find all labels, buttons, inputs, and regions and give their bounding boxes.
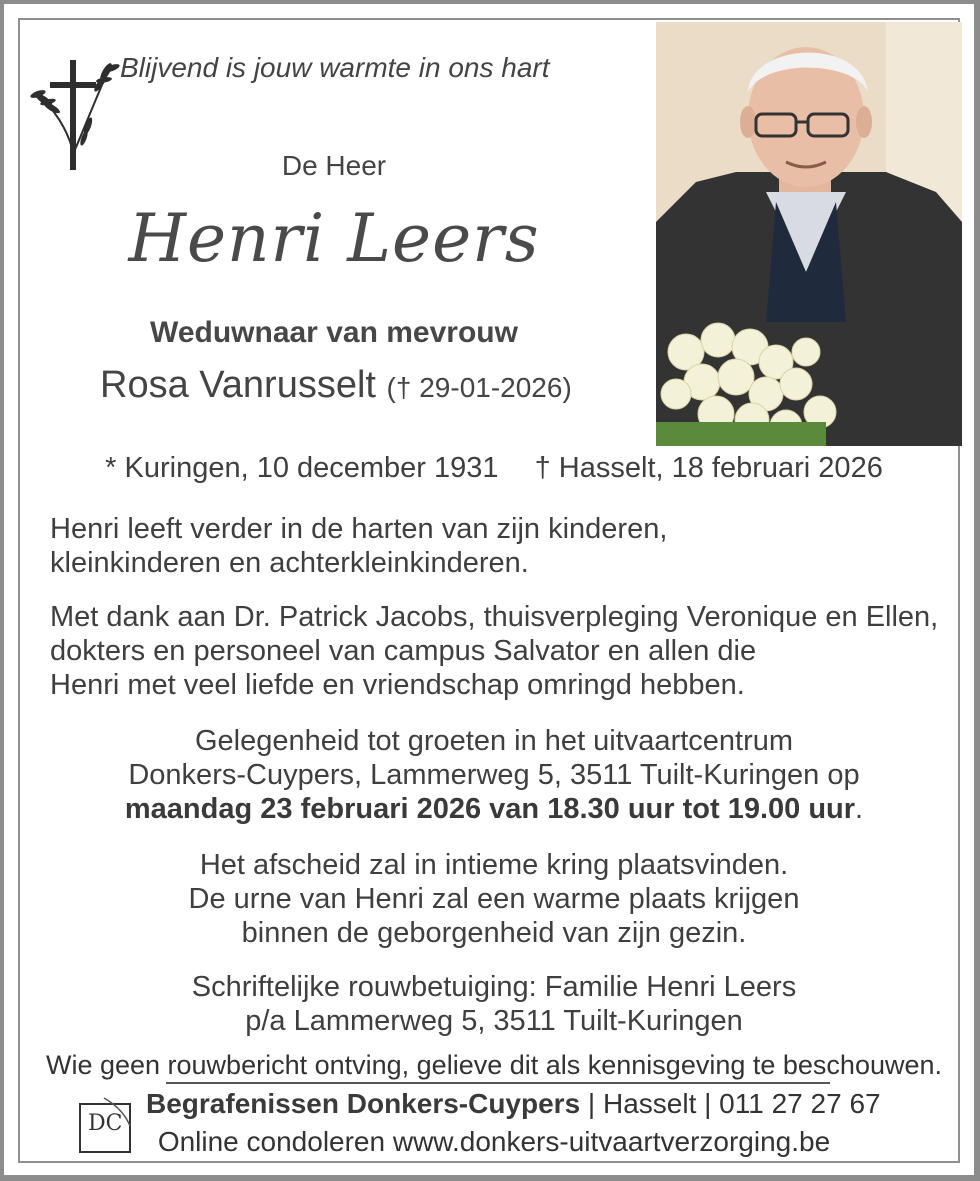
obituary-card bbox=[4, 4, 974, 1175]
undertaker-contact: | Hasselt | 011 27 27 67 bbox=[580, 1088, 881, 1119]
text-line: kleinkinderen en achterkleinkinderen. bbox=[50, 547, 529, 579]
portrait-photo bbox=[656, 22, 962, 446]
divider-line bbox=[166, 1082, 830, 1084]
text-line: Met dank aan Dr. Patrick Jacobs, thuisverpleging Veronique en Ellen, bbox=[50, 601, 939, 633]
notice: Wie geen rouwbericht ontving, gelieve dit als kennisgeving te beschouwen. bbox=[45, 1050, 943, 1080]
punctuation: . bbox=[855, 793, 864, 825]
thanks-paragraph bbox=[50, 600, 938, 702]
remembrance-paragraph bbox=[50, 512, 667, 580]
greeting-date: maandag 23 februari 2026 van 18.30 uur tot 19.00 uur bbox=[124, 793, 856, 825]
death-date: † Hasselt, 18 februari 2026 bbox=[534, 452, 883, 484]
spouse-death-date: († 29-01-2026) bbox=[386, 372, 572, 403]
logo-letter-d: DC bbox=[88, 1111, 123, 1136]
motto: Blijvend is jouw warmte in ons hart bbox=[120, 52, 550, 83]
deceased-name: Henri Leers bbox=[128, 200, 540, 277]
birth-date: * Kuringen, 10 december 1931 bbox=[105, 452, 499, 484]
undertaker-name: Begrafenissen Donkers-Cuypers bbox=[146, 1088, 581, 1119]
text-line: De urne van Henri zal een warme plaats krijgen bbox=[188, 883, 800, 915]
greeting-block bbox=[4, 724, 980, 826]
widow-line: Weduwnaar van mevrouw bbox=[150, 316, 518, 349]
text-line: Donkers-Cuypers, Lammerweg 5, 3511 Tuilt-Kuringen op bbox=[128, 759, 860, 791]
text-line: Schriftelijke rouwbetuiging: Familie Henri Leers bbox=[191, 971, 797, 1003]
farewell-block bbox=[4, 848, 980, 950]
text-line: dokters en personeel van campus Salvator en allen die bbox=[50, 635, 757, 667]
text-line: Henri leeft verder in de harten van zijn kinderen, bbox=[50, 513, 668, 545]
undertaker-line bbox=[146, 1088, 881, 1120]
text-line: Gelegenheid tot groeten in het uitvaartcentrum bbox=[194, 725, 794, 757]
text-line: Henri met veel liefde en vriendschap omringd hebben. bbox=[50, 669, 745, 701]
life-dates bbox=[4, 452, 980, 485]
spouse bbox=[100, 364, 572, 407]
text-line: p/a Lammerweg 5, 3511 Tuilt-Kuringen bbox=[245, 1005, 743, 1037]
text-line: binnen de geborgenheid van zijn gezin. bbox=[241, 917, 747, 949]
spouse-name: Rosa Vanrusselt bbox=[100, 364, 376, 406]
honorific: De Heer bbox=[281, 150, 387, 181]
greeting-date-line bbox=[4, 792, 980, 826]
online-condolence: Online condoleren www.donkers-uitvaartverzorging.be bbox=[157, 1126, 831, 1157]
text-line: Het afscheid zal in intieme kring plaatsvinden. bbox=[199, 849, 789, 881]
condolence-address-block bbox=[4, 970, 980, 1038]
